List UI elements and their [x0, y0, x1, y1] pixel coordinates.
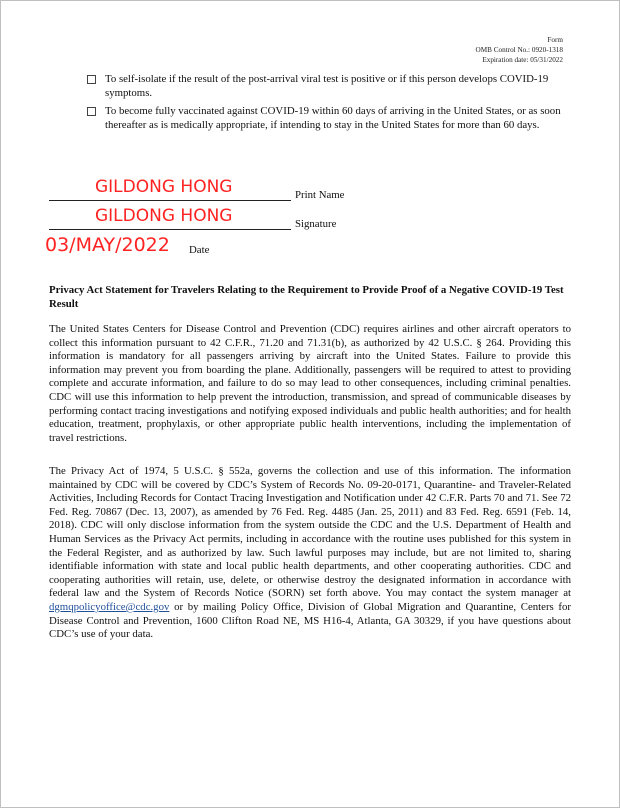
checklist-item	[87, 72, 573, 100]
signature-input[interactable]: GILDONG HONG	[95, 206, 233, 226]
privacy-paragraph-2-text: The Privacy Act of 1974, 5 U.S.C. § 552a, governs the collection and use of this information. The information maintained by CDC will be covered by CDC’s System of Records No. 09-20-0171, Quarantine- and Traveler-Related Activities, Including Records for Contact Tracing Investigation and Notification under 42 C.F.R. Parts 70 and 71. See 72 Fed. Reg. 70867 (Dec. 13, 2007), as amended by 76 Fed. Reg. 4485 (Jan. 25, 2011) and 83 Fed. Reg. 6591 (Feb. 14, 2018). CDC will only disclose information from the system outside the CDC and the U.S. Department of Health and Human Services as the Privacy Act permits, including in accordance with the routine uses published for this system in the Federal Register, and as authorized by law. Such lawful purposes may include, but are not limited to, sharing identifiable information with state and local public health departments, and other cooperating authorities. CDC and cooperating authorities will retain, use, delete, or otherwise destroy the designated information in accordance with federal law and the System of Records Notice (SORN) set forth above. You may contact the system manager at	[49, 465, 571, 600]
date-row	[45, 234, 245, 264]
date-input[interactable]: 03/MAY/2022	[45, 234, 170, 256]
attestation-checklist	[87, 72, 573, 136]
expiration-date: Expiration date: 05/31/2022	[482, 56, 563, 64]
checkbox[interactable]	[87, 75, 96, 84]
privacy-paragraph-2-tail: or by mailing Policy Office, Division of Global Migration and Quarantine, Centers for Disease Control and Prevention, 1600 Clifton Road NE, MS H16-4, Atlanta, GA 30329, if you have questions about CDC’s use of your data.	[49, 600, 572, 641]
print-name-row	[49, 177, 409, 207]
omb-control-number: OMB Control No.: 0920-1318	[475, 46, 563, 54]
form-label: Form	[547, 36, 563, 44]
print-name-line	[49, 200, 291, 201]
checkbox[interactable]	[87, 107, 96, 116]
print-name-label: Print Name	[295, 189, 345, 201]
privacy-act-title: Privacy Act Statement for Travelers Relating to the Requirement to Provide Proof of a Negative COVID-19 Test Result	[49, 284, 564, 310]
print-name-input[interactable]: GILDONG HONG	[95, 177, 233, 197]
checklist-item-text: To become fully vaccinated against COVID-19 within 60 days of arriving in the United States, or as soon thereafter as is medically appropriate, if intending to stay in the United States for more than 60 days.	[105, 105, 561, 131]
signature-line	[49, 229, 291, 230]
date-label: Date	[189, 244, 210, 256]
privacy-paragraph-1: The United States Centers for Disease Control and Prevention (CDC) requires airlines and other aircraft operators to collect this information pursuant to 42 C.F.R., 71.20 and 71.31(b), as authorized by 42 U.S.C. § 264. Providing this information is mandatory for all passengers arriving by aircraft into the United States. Failure to provide this information may prevent you from boarding the plane. Additionally, passengers will be required to attest to providing complete and accurate information, and failure to do so may lead to other consequences, including criminal penalties. CDC will use this information to help prevent the introduction, transmission, and spread of communicable diseases by performing contact tracing investigations and notifying exposed individuals and public health authorities; and for health education, treatment, prophylaxis, or other appropriate public health interventions, including the implementation of travel restrictions.	[49, 323, 571, 444]
signature-label: Signature	[295, 218, 337, 230]
checklist-item	[87, 104, 573, 132]
form-header	[476, 35, 563, 65]
privacy-paragraph-2	[49, 465, 571, 642]
email-link[interactable]: dgmqpolicyoffice@cdc.gov	[49, 600, 170, 613]
signature-row	[49, 206, 409, 236]
checklist-item-text: To self-isolate if the result of the post-arrival viral test is positive or if this person develops COVID-19 symptoms.	[105, 73, 549, 99]
